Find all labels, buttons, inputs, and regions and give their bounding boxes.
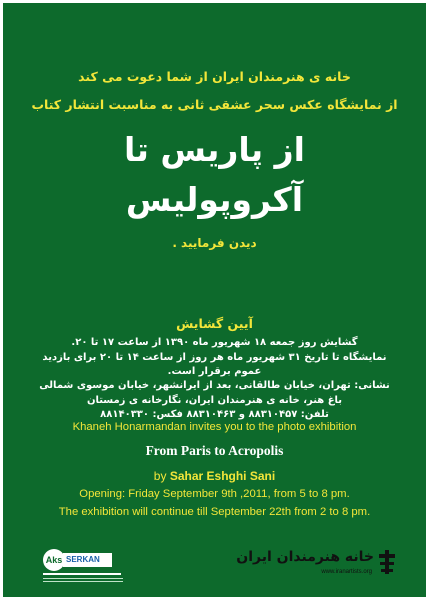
persian-info-line: عموم برقرار است. [167,366,262,378]
aks-logo-name: SERKAN [63,553,112,567]
english-opening-info: Opening: Friday September 9th ,2011, from 5 to 8 pm. [79,488,350,500]
english-by-prefix: by [153,469,167,483]
aks-logo-rule [43,573,121,575]
khaneh-honarmandan-logo [236,547,396,581]
persian-book-title-line-1: از پاریس تا [124,130,305,169]
persian-address-line: باغ هنر، خانه ی هنرمندان ایران، نگارخانه ی زمستان [86,394,343,406]
english-artist-line [9,469,420,483]
persian-book-title-line-2: آکروپولیس [125,180,304,219]
persian-contact-line: تلفن: ۸۸۳۱۰۴۵۷ و ۸۸۳۱۰۴۶۳ فکس: ۸۸۱۴۰۳۳۰ [100,409,329,421]
brand-url: www.iranartists.org [321,569,372,575]
persian-info-line: گشایش روز جمعه ۱۸ شهریور ماه ۱۳۹۰ از ساعت ۱۷ تا ۲۰. [71,337,358,348]
persian-visit-note: دیدن فرمایید . [172,236,257,250]
english-continuation-info: The exhibition will continue till September 22th from 2 to 8 pm. [58,506,371,518]
persian-ceremony-heading: آیین گشایش [176,316,253,331]
poster-background [3,3,426,597]
aks-logo-tagline [43,576,123,581]
aks-serkan-logo [43,549,123,583]
persian-invite-line-2: از نمایشگاه عکس سحر عشقی ثانی به مناسبت انتشار کتاب [31,97,398,112]
english-invite: Khaneh Honarmandan invites you to the photo exhibition [72,421,357,433]
persian-invite-line-1: خانه ی هنرمندان ایران از شما دعوت می کند [78,69,351,84]
aks-logo-circle: Aks [43,549,65,571]
persian-address-line: نشانی: تهران، خیابان طالقانی، بعد از ایرانشهر، خیابان موسوی شمالی [39,380,390,391]
english-artist-name: Sahar Eshghi Sani [169,469,276,483]
persian-address-info [21,379,408,423]
brand-emblem-icon [378,549,396,575]
persian-info-line: نمایشگاه تا تاریخ ۳۱ شهریور ماه هر روز از ساعت ۱۴ تا ۲۰ برای بازدید [42,351,387,363]
persian-opening-info [21,336,408,380]
brand-persian-name: خانه هنرمندان ایران [236,549,374,565]
english-exhibition-title: From Paris to Acropolis [145,443,284,458]
